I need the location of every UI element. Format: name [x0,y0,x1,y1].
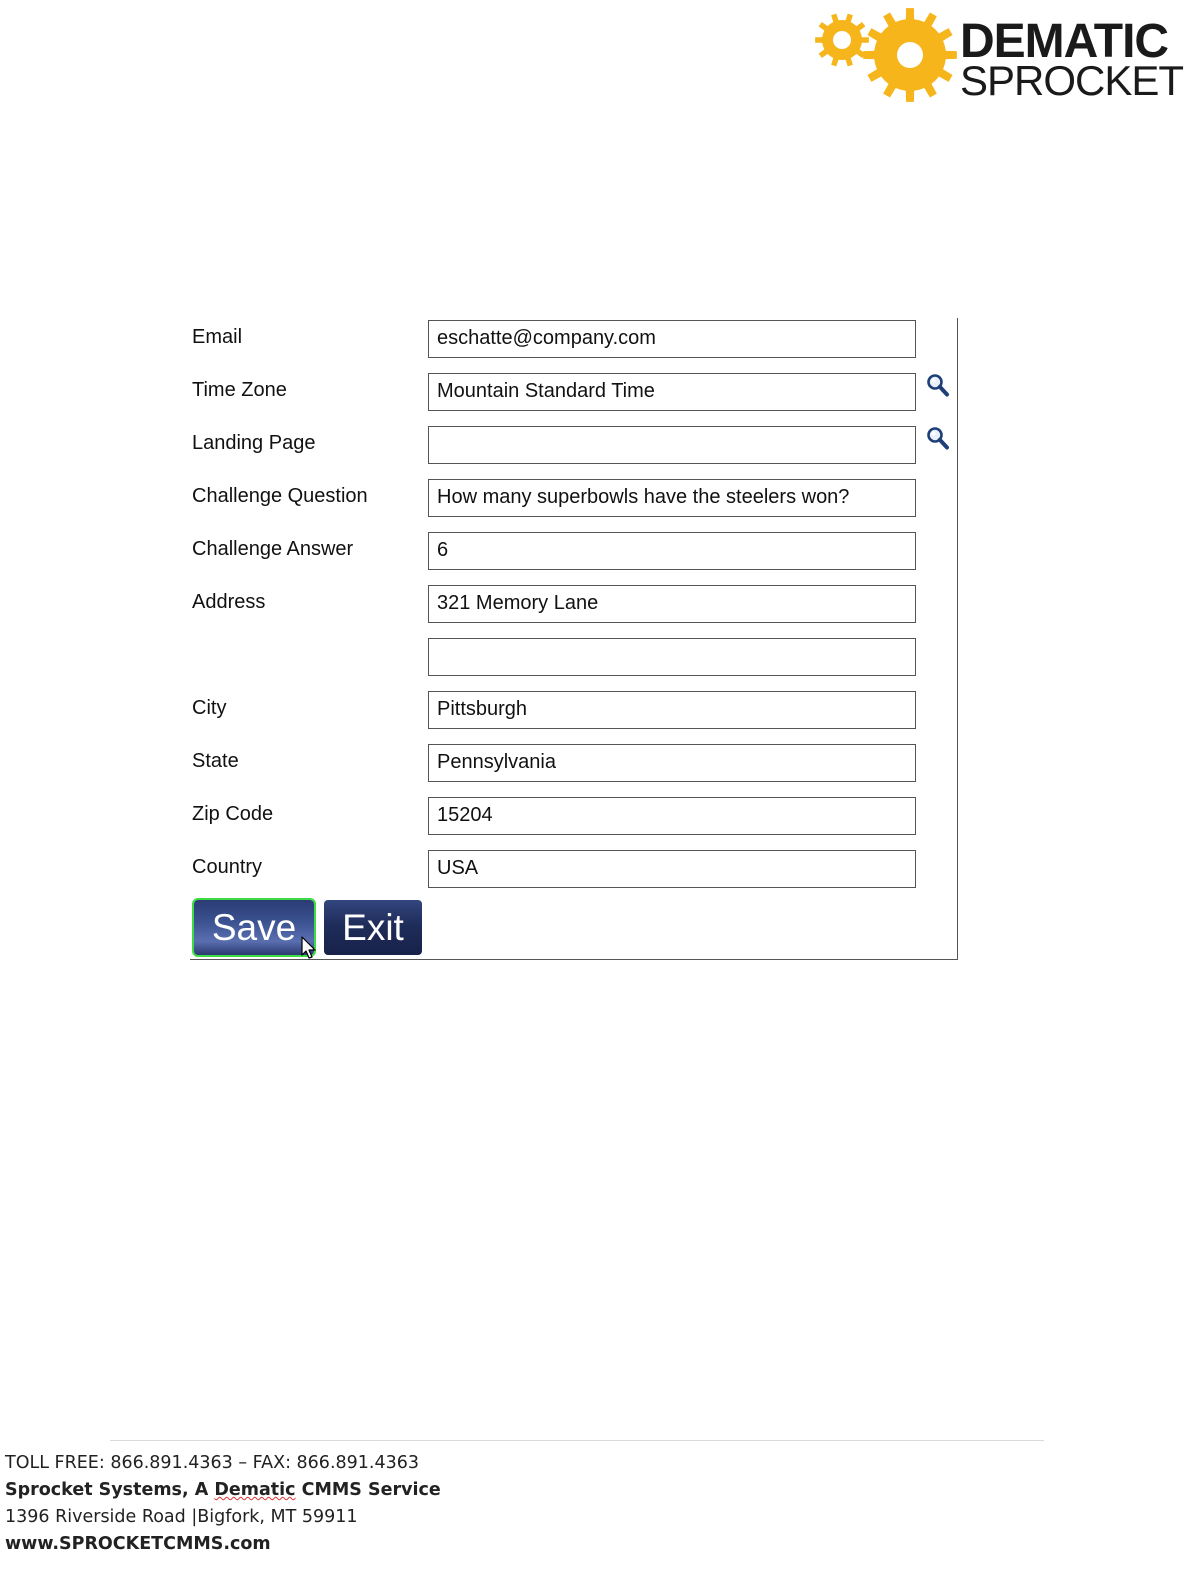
state-label: State [192,750,239,772]
country-label: Country [192,856,263,878]
mouse-pointer-icon [301,936,317,960]
logo-word-sprocket: SPROCKET [960,57,1184,104]
save-button[interactable]: Save [194,900,314,955]
form-row [190,795,958,833]
time-zone-input[interactable]: Mountain Standard Time [428,373,916,411]
footer-phone: TOLL FREE: 866.891.4363 – FAX: 866.891.4363 [5,1453,420,1473]
gears-icon [812,8,958,104]
state-input[interactable]: Pennsylvania [428,744,916,782]
form-row [190,530,958,568]
form-row [190,848,958,886]
challenge-question-input[interactable]: How many superbowls have the steelers won? [428,479,916,517]
form-row [190,371,958,409]
form-row [190,689,958,727]
email-input[interactable]: eschatte@company.com [428,320,916,358]
big-gear-icon [863,8,957,102]
form-row [190,424,958,462]
form-row [190,636,958,674]
footer-address: 1396 Riverside Road |Bigfork, MT 59911 [5,1507,358,1527]
country-input[interactable]: USA [428,850,916,888]
exit-button[interactable]: Exit [324,900,422,955]
city-label: City [192,697,227,719]
email-label: Email [192,326,243,348]
form-row [190,318,958,356]
search-icon[interactable] [926,373,950,399]
address-line-6-input[interactable] [428,638,916,676]
footer-website[interactable]: www.SPROCKETCMMS.com [5,1534,271,1554]
landing-page-label: Landing Page [192,432,316,454]
footer-company-brand: Dematic [214,1480,296,1500]
challenge-question-label: Challenge Question [192,485,368,507]
form-row [190,583,958,621]
zip-code-input[interactable]: 15204 [428,797,916,835]
user-profile-form [190,318,958,960]
challenge-answer-label: Challenge Answer [192,538,354,560]
time-zone-label: Time Zone [192,379,287,401]
address-input[interactable]: 321 Memory Lane [428,585,916,623]
city-input[interactable]: Pittsburgh [428,691,916,729]
footer-company [5,1477,441,1504]
footer-company-prefix: Sprocket Systems, A [5,1480,215,1500]
footer-divider [110,1440,1044,1441]
logo-word-dematic: DEMATIC [960,15,1169,68]
search-icon[interactable] [926,426,950,452]
zip-code-label: Zip Code [192,803,274,825]
landing-page-input[interactable] [428,426,916,464]
form-row [190,742,958,780]
form-row [190,477,958,515]
dematic-sprocket-logo [812,8,1182,104]
small-gear-icon [815,14,869,67]
footer [5,1450,441,1558]
address-label: Address [192,591,266,613]
footer-company-suffix: CMMS Service [295,1480,441,1500]
challenge-answer-input[interactable]: 6 [428,532,916,570]
